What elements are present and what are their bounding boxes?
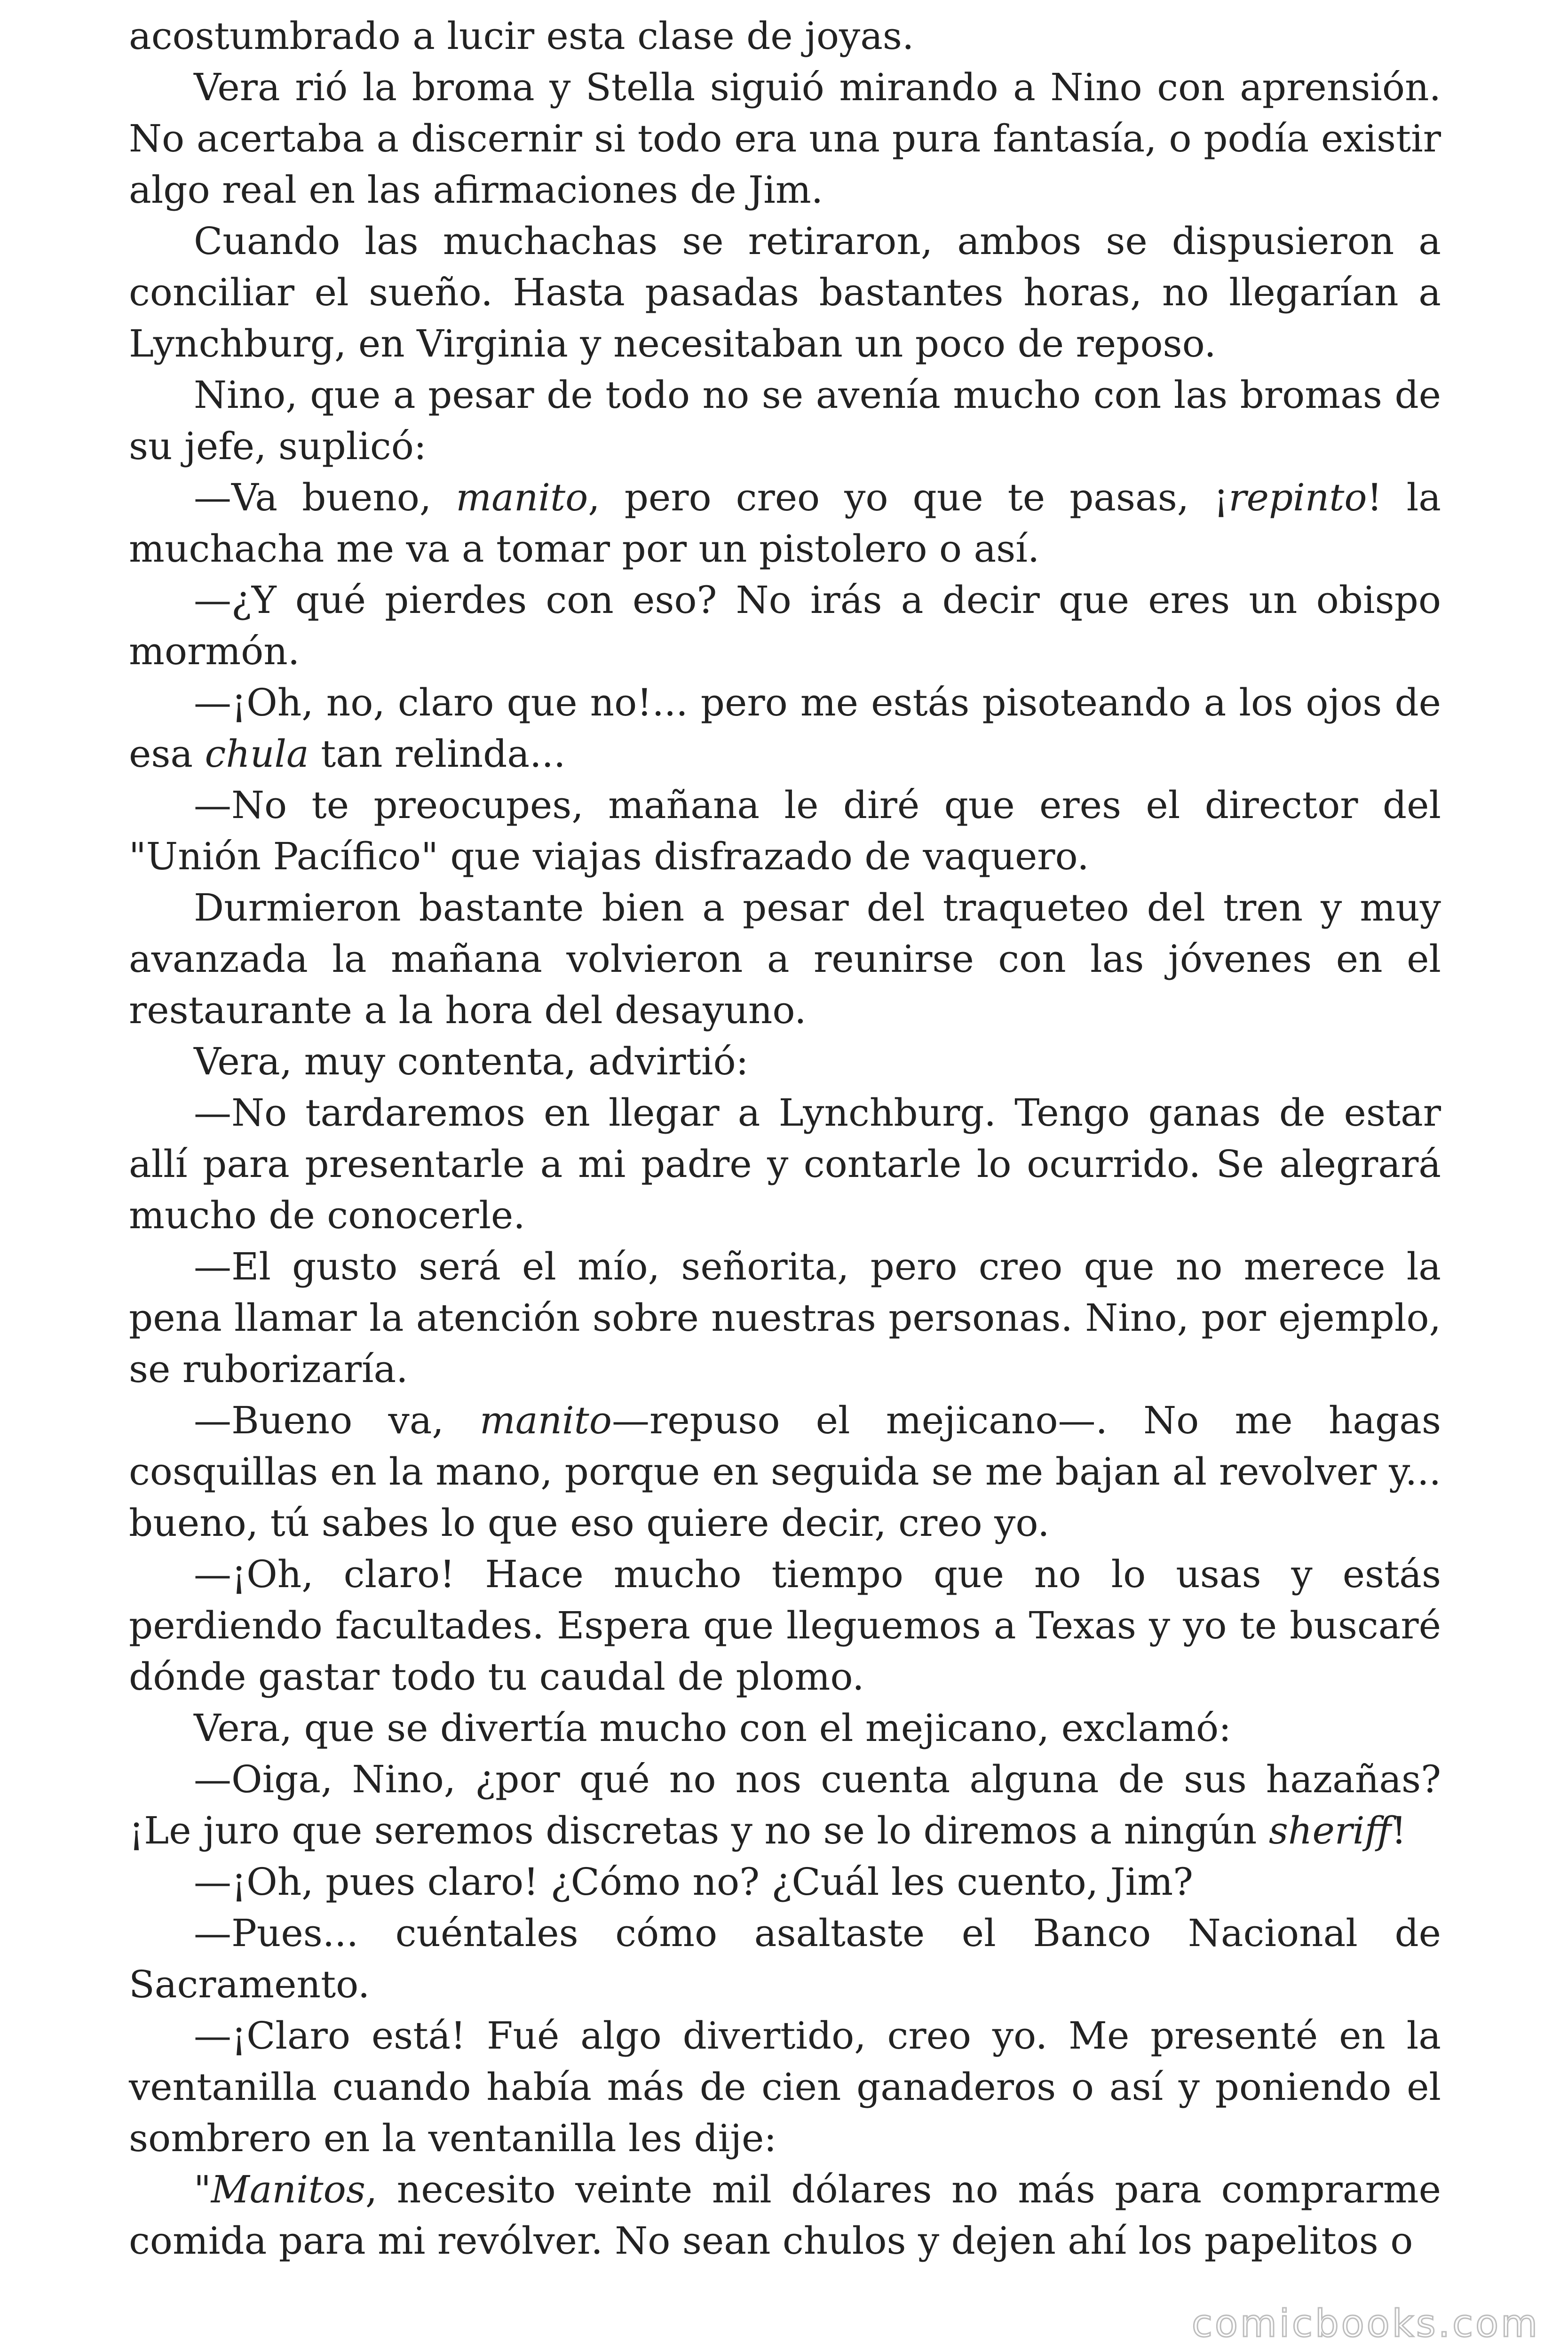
paragraph-14: —¡Oh, claro! Hace mucho tiempo que no lo usas y estás perdiendo facultades. Espera que lleguemos a Texas y yo te buscaré dónde gastar todo tu caudal de plomo.	[129, 1552, 1441, 1699]
paragraph-12: —El gusto será el mío, señorita, pero creo que no merece la pena llamar la atención sobre nuestras personas. Nino, por ejemplo, se ruborizaría.	[129, 1245, 1441, 1391]
paragraph-3: Cuando las muchachas se retiraron, ambos se dispusieron a conciliar el sueño. Hasta pasadas bastantes horas, no llegarían a Lynchburg, en Virginia y necesitaban un poco de reposo.	[129, 219, 1441, 366]
paragraph-13: —Bueno va, manito—repuso el mejicano—. No me hagas cosquillas en la mano, porque en seguida se me bajan al revolver y... bueno, tú sabes lo que eso quiere decir, creo yo.	[129, 1398, 1441, 1545]
watermark-logo: comicbooks.com	[1191, 2302, 1540, 2345]
paragraph-1: acostumbrado a lucir esta clase de joyas.	[129, 14, 914, 58]
paragraph-9: Durmieron bastante bien a pesar del traqueteo del tren y muy avanzada la mañana volvieron a reunirse con las jóvenes en el restaurante a la hora del desayuno.	[129, 886, 1441, 1032]
paragraph-5: —Va bueno, manito, pero creo yo que te pasas, ¡repinto! la muchacha me va a tomar por un pistolero o así.	[129, 476, 1441, 571]
paragraph-15: Vera, que se divertía mucho con el mejicano, exclamó:	[194, 1706, 1232, 1750]
paragraph-2: Vera rió la broma y Stella siguió mirando a Nino con aprensión. No acertaba a discernir si todo era una pura fantasía, o podía existir algo real en las afirmaciones de Jim.	[129, 65, 1441, 212]
paragraph-19: —¡Claro está! Fué algo divertido, creo yo. Me presenté en la ventanilla cuando había más de cien ganaderos o así y poniendo el sombrero en la ventanilla les dije:	[129, 2014, 1441, 2160]
paragraph-10: Vera, muy contenta, advirtió:	[194, 1040, 749, 1083]
paragraph-17: —¡Oh, pues claro! ¿Cómo no? ¿Cuál les cuento, Jim?	[194, 1860, 1193, 1904]
paragraph-20: "Manitos, necesito veinte mil dólares no más para comprarme comida para mi revólver. No sean chulos y dejen ahí los papelitos o	[129, 2168, 1441, 2263]
paragraph-8: —No te preocupes, mañana le diré que eres el director del "Unión Pacífico" que viajas disfrazado de vaquero.	[129, 783, 1441, 878]
paragraph-7: —¡Oh, no, claro que no!... pero me estás pisoteando a los ojos de esa chula tan relinda...	[129, 681, 1441, 776]
paragraph-6: —¿Y qué pierdes con eso? No irás a decir que eres un obispo mormón.	[129, 578, 1441, 673]
paragraph-11: —No tardaremos en llegar a Lynchburg. Tengo ganas de estar allí para presentarle a mi padre y contarle lo ocurrido. Se alegrará mucho de conocerle.	[129, 1091, 1441, 1237]
paragraph-18: —Pues... cuéntales cómo asaltaste el Banco Nacional de Sacramento.	[129, 1911, 1441, 2006]
paragraph-16: —Oiga, Nino, ¿por qué no nos cuenta alguna de sus hazañas? ¡Le juro que seremos discretas y no se lo diremos a ningún sheriff!	[129, 1757, 1441, 1852]
page-text	[129, 10, 1441, 2266]
paragraph-4: Nino, que a pesar de todo no se avenía mucho con las bromas de su jefe, suplicó:	[129, 373, 1441, 468]
